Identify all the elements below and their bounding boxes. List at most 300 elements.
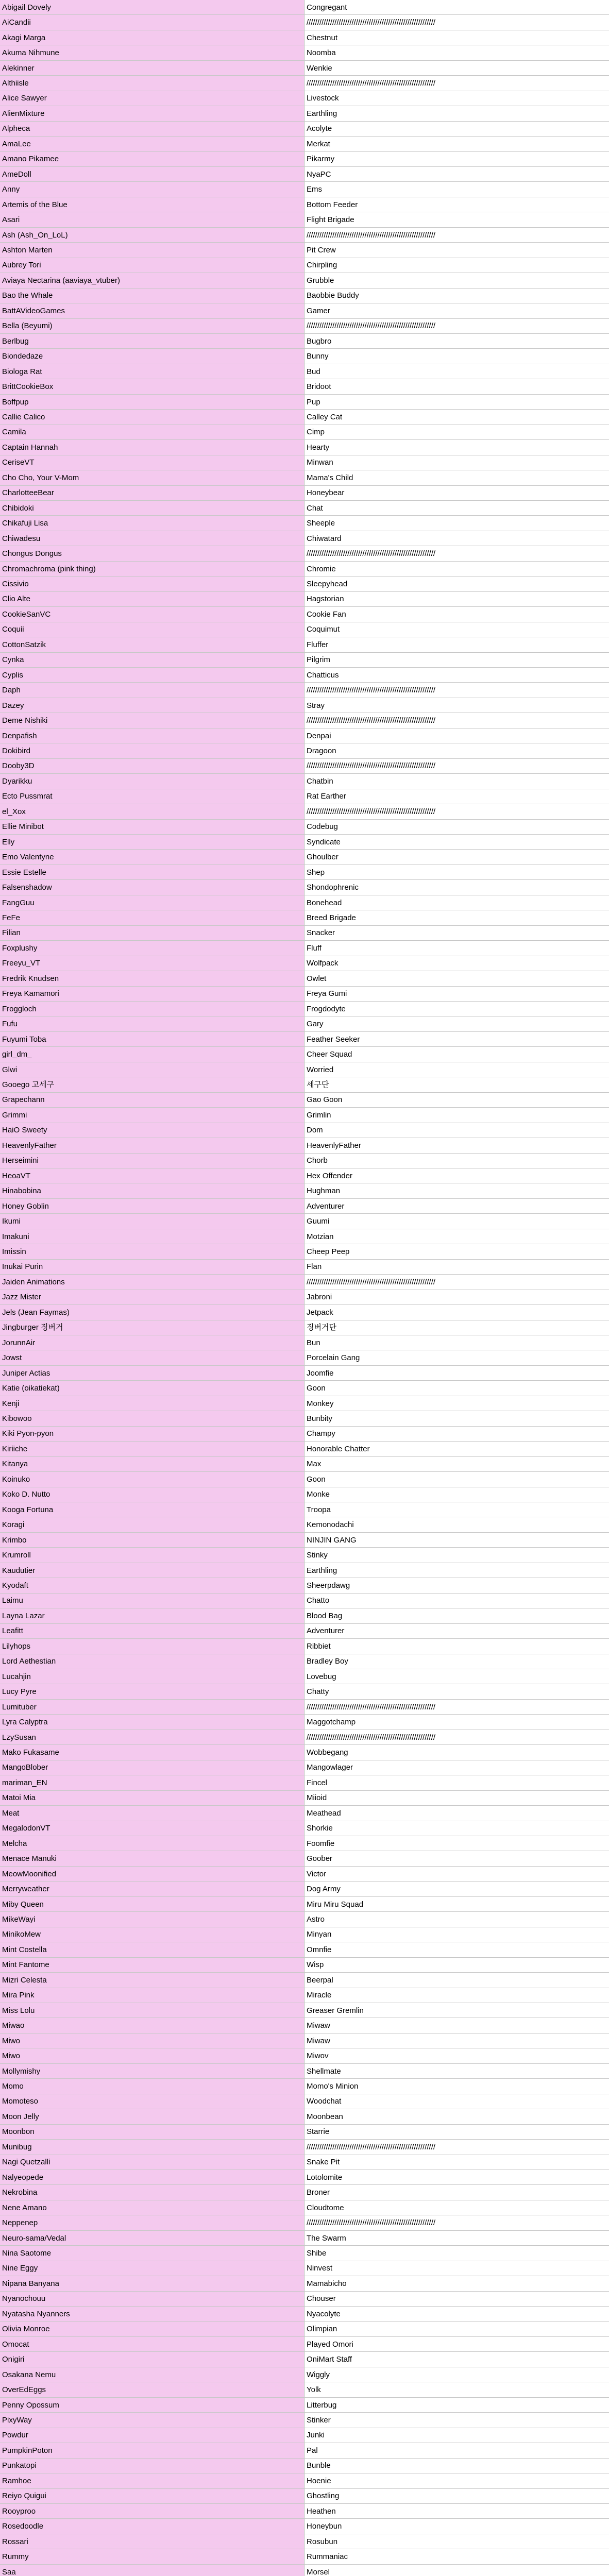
table-row	[0, 243, 609, 258]
creator-name-cell: Onigiri	[0, 2352, 304, 2366]
community-name-cell: Wolfpack	[304, 956, 609, 971]
creator-name-cell: Alice Sawyer	[0, 91, 304, 106]
table-row	[0, 137, 609, 151]
community-name-cell: ////////////////////////////////////////////////////////////	[304, 228, 609, 242]
table-row	[0, 349, 609, 364]
community-name-cell: Shondophrenic	[304, 880, 609, 894]
creator-name-cell: Fufu	[0, 1016, 304, 1031]
table-row	[0, 668, 609, 683]
creator-name-cell: Matoi Mia	[0, 1791, 304, 1805]
creator-name-cell: Kyodaft	[0, 1578, 304, 1592]
community-name-cell: Mama's Child	[304, 470, 609, 485]
table-row	[0, 228, 609, 243]
table-row	[0, 926, 609, 941]
community-name-cell: Monkey	[304, 1396, 609, 1411]
community-name-cell: Frogdodyte	[304, 1002, 609, 1016]
creator-name-cell: Powdur	[0, 2428, 304, 2443]
community-name-cell: Litterbug	[304, 2398, 609, 2412]
table-row	[0, 273, 609, 288]
creator-name-cell: Krimbo	[0, 1533, 304, 1547]
table-row	[0, 1366, 609, 1381]
creator-name-cell: Munibug	[0, 2140, 304, 2154]
table-row	[0, 2292, 609, 2307]
community-name-cell: Gary	[304, 1016, 609, 1031]
creator-name-cell: Nene Amano	[0, 2200, 304, 2215]
community-name-cell: ////////////////////////////////////////////////////////////	[304, 2140, 609, 2154]
table-row	[0, 577, 609, 591]
table-row	[0, 501, 609, 516]
table-row	[0, 2125, 609, 2140]
table-row	[0, 592, 609, 607]
community-name-cell: Woodchat	[304, 2094, 609, 2109]
community-name-cell: Earthling	[304, 106, 609, 121]
table-row	[0, 1836, 609, 1851]
community-name-cell: Dog Army	[304, 1882, 609, 1896]
table-row	[0, 2170, 609, 2185]
community-name-cell: Victor	[304, 1867, 609, 1881]
table-row	[0, 106, 609, 121]
community-name-cell: ////////////////////////////////////////////////////////////	[304, 1730, 609, 1744]
community-name-cell: Bridoot	[304, 379, 609, 394]
table-row	[0, 470, 609, 485]
community-name-cell: Chiwatard	[304, 531, 609, 546]
creator-name-cell: Mira Pink	[0, 1988, 304, 2003]
table-row	[0, 880, 609, 895]
community-name-cell: Pit Crew	[304, 243, 609, 257]
table-row	[0, 455, 609, 470]
table-row	[0, 1275, 609, 1290]
community-name-cell: Hughman	[304, 1183, 609, 1198]
community-name-cell: Fluff	[304, 941, 609, 955]
community-name-cell: Lotolomite	[304, 2170, 609, 2184]
table-row	[0, 2382, 609, 2397]
creator-name-cell: Nekrobina	[0, 2185, 304, 2199]
creator-name-cell: Falsenshadow	[0, 880, 304, 894]
community-name-cell: Miwov	[304, 2048, 609, 2063]
community-name-cell: Olimpian	[304, 2322, 609, 2336]
community-name-cell: Motzian	[304, 1229, 609, 1244]
table-row	[0, 835, 609, 850]
table-row	[0, 1867, 609, 1882]
creator-name-cell: Rummy	[0, 2549, 304, 2564]
community-name-cell: Bud	[304, 364, 609, 379]
creator-name-cell: Berlbug	[0, 334, 304, 348]
community-name-cell: Goon	[304, 1381, 609, 1395]
creator-name-cell: Koragi	[0, 1517, 304, 1532]
creator-name-cell: CookieSanVC	[0, 607, 304, 621]
table-row	[0, 1305, 609, 1320]
creator-name-cell: FeFe	[0, 910, 304, 925]
table-row	[0, 152, 609, 167]
creator-name-cell: HeavenlyFather	[0, 1138, 304, 1153]
community-name-cell: Stinky	[304, 1548, 609, 1562]
table-row	[0, 637, 609, 652]
table-row	[0, 1244, 609, 1259]
creator-name-cell: Kaudutier	[0, 1563, 304, 1578]
table-row	[0, 2185, 609, 2200]
creator-name-cell: Inukai Purin	[0, 1260, 304, 1274]
table-row	[0, 850, 609, 865]
table-row	[0, 486, 609, 501]
creator-name-cell: HeoaVT	[0, 1168, 304, 1183]
community-name-cell: Congregant	[304, 0, 609, 14]
table-row	[0, 1730, 609, 1745]
creator-name-cell: Dokibird	[0, 743, 304, 758]
creator-name-cell: Juniper Actias	[0, 1366, 304, 1380]
community-name-cell: ////////////////////////////////////////////////////////////	[304, 546, 609, 561]
community-name-cell: Shellmate	[304, 2064, 609, 2078]
table-row	[0, 2079, 609, 2094]
creator-name-cell: Akagi Marga	[0, 30, 304, 45]
table-row	[0, 698, 609, 713]
table-row	[0, 2276, 609, 2291]
community-name-cell: Junki	[304, 2428, 609, 2443]
creator-name-cell: Jazz Mister	[0, 1290, 304, 1304]
table-row	[0, 1062, 609, 1077]
table-row	[0, 1442, 609, 1456]
table-row	[0, 2246, 609, 2261]
creator-name-cell: Chiwadesu	[0, 531, 304, 546]
table-row	[0, 1533, 609, 1548]
creator-name-cell: Rossari	[0, 2534, 304, 2549]
table-row	[0, 1942, 609, 1957]
community-name-cell: Wobbegang	[304, 1745, 609, 1759]
creator-name-cell: Lucahjin	[0, 1669, 304, 1684]
creator-name-cell: BattAVideoGames	[0, 303, 304, 318]
community-name-cell: Pilgrim	[304, 653, 609, 667]
table-row	[0, 516, 609, 531]
community-name-cell: Denpai	[304, 728, 609, 743]
creator-name-cell: Menace Manuki	[0, 1851, 304, 1866]
community-name-cell: Greaser Gremlin	[304, 2003, 609, 2018]
creator-name-cell: Miwo	[0, 2033, 304, 2048]
community-name-cell: Hex Offender	[304, 1168, 609, 1183]
table-row	[0, 1002, 609, 1016]
creator-name-cell: AlienMixture	[0, 106, 304, 121]
community-name-cell: Stray	[304, 698, 609, 713]
creator-name-cell: Callie Calico	[0, 410, 304, 424]
creator-name-cell: CottonSatzik	[0, 637, 304, 652]
table-row	[0, 531, 609, 546]
table-row	[0, 2428, 609, 2443]
community-name-cell: Codebug	[304, 820, 609, 834]
table-row	[0, 1563, 609, 1578]
table-row	[0, 2398, 609, 2413]
community-name-cell: Cheer Squad	[304, 1047, 609, 1061]
community-name-cell: Ems	[304, 182, 609, 196]
table-row	[0, 1032, 609, 1047]
creator-name-cell: Ashton Marten	[0, 243, 304, 257]
creator-name-cell: girl_dm_	[0, 1047, 304, 1061]
community-name-cell: Bottom Feeder	[304, 197, 609, 212]
table-row	[0, 1608, 609, 1623]
creator-name-cell: Ecto Pussmrat	[0, 789, 304, 804]
community-name-cell: Sheeple	[304, 516, 609, 530]
table-row	[0, 410, 609, 425]
table-row	[0, 1806, 609, 1821]
creator-name-cell: Rooyproo	[0, 2504, 304, 2518]
table-row	[0, 1684, 609, 1699]
creator-name-cell: AmaLee	[0, 137, 304, 151]
creator-name-cell: Katie (oikatiekat)	[0, 1381, 304, 1395]
community-name-cell: Mangowlager	[304, 1760, 609, 1775]
community-name-cell: Morsel	[304, 2565, 609, 2576]
table-row	[0, 1138, 609, 1153]
table-row	[0, 820, 609, 835]
community-name-cell: Cheep Peep	[304, 1244, 609, 1259]
community-name-cell: Honorable Chatter	[304, 1442, 609, 1456]
creator-name-cell: Koko D. Nutto	[0, 1487, 304, 1502]
community-name-cell: Bunbity	[304, 1411, 609, 1426]
community-name-cell: Rummaniac	[304, 2549, 609, 2564]
table-row	[0, 2534, 609, 2549]
creator-name-cell: Imakuni	[0, 1229, 304, 1244]
creator-name-cell: Fredrik Knudsen	[0, 971, 304, 986]
table-row	[0, 2367, 609, 2382]
community-name-cell: Chat	[304, 501, 609, 515]
creator-name-cell: Alpheca	[0, 122, 304, 136]
community-name-cell: Shorkie	[304, 1821, 609, 1836]
creator-name-cell: Merryweather	[0, 1882, 304, 1896]
table-row	[0, 258, 609, 273]
community-name-cell: Livestock	[304, 91, 609, 106]
community-name-cell: ////////////////////////////////////////////////////////////	[304, 2215, 609, 2230]
table-row	[0, 1260, 609, 1275]
creator-name-cell: MegalodonVT	[0, 1821, 304, 1836]
community-name-cell: Flight Brigade	[304, 212, 609, 227]
table-row	[0, 865, 609, 880]
creator-name-cell: Captain Hannah	[0, 440, 304, 454]
table-row	[0, 2200, 609, 2215]
creator-name-cell: Artemis of the Blue	[0, 197, 304, 212]
community-name-cell: ////////////////////////////////////////////////////////////	[304, 759, 609, 773]
community-name-cell: Dragoon	[304, 743, 609, 758]
community-name-cell: Jabroni	[304, 1290, 609, 1304]
community-name-cell: Yolk	[304, 2382, 609, 2397]
creator-name-cell: Essie Estelle	[0, 865, 304, 879]
community-name-cell: Hoenie	[304, 2473, 609, 2488]
community-name-cell: The Swarm	[304, 2231, 609, 2245]
table-row	[0, 167, 609, 182]
creator-name-cell: FangGuu	[0, 895, 304, 910]
creator-name-cell: Osakana Nemu	[0, 2367, 304, 2382]
table-row	[0, 1897, 609, 1912]
table-row	[0, 2322, 609, 2337]
creator-name-cell: Momo	[0, 2079, 304, 2093]
creator-name-cell: Moon Jelly	[0, 2109, 304, 2124]
table-row	[0, 743, 609, 758]
creator-name-cell: MikeWayi	[0, 1912, 304, 1926]
community-name-cell: Snacker	[304, 926, 609, 940]
community-name-cell: Bradley Boy	[304, 1654, 609, 1669]
community-name-cell: Minwan	[304, 455, 609, 470]
table-row	[0, 1290, 609, 1305]
community-name-cell: Fluffer	[304, 637, 609, 652]
creator-name-cell: Lord Aethestian	[0, 1654, 304, 1669]
creator-name-cell: Kiriiche	[0, 1442, 304, 1456]
community-name-cell: Heathen	[304, 2504, 609, 2518]
table-row	[0, 1472, 609, 1487]
table-row	[0, 2261, 609, 2276]
table-row	[0, 1745, 609, 1760]
creator-name-cell: Olivia Monroe	[0, 2322, 304, 2336]
creator-name-cell: Kooga Fortuna	[0, 1502, 304, 1517]
community-name-cell: Stinker	[304, 2413, 609, 2427]
table-row	[0, 1093, 609, 1108]
creator-name-cell: Omocat	[0, 2337, 304, 2351]
community-name-cell: Mamabicho	[304, 2276, 609, 2291]
community-name-cell: Dom	[304, 1123, 609, 1138]
community-name-cell: Played Omori	[304, 2337, 609, 2351]
creator-name-cell: Freya Kamamori	[0, 987, 304, 1001]
creator-name-cell: Lucy Pyre	[0, 1684, 304, 1699]
community-name-cell: Hagstorian	[304, 592, 609, 606]
community-name-cell: Foomfie	[304, 1836, 609, 1851]
creator-name-cell: Freeyu_VT	[0, 956, 304, 971]
table-row	[0, 61, 609, 76]
community-name-cell: Max	[304, 1457, 609, 1471]
creator-name-cell: Nipana Banyana	[0, 2276, 304, 2291]
community-name-cell: Gamer	[304, 303, 609, 318]
table-row	[0, 2473, 609, 2488]
creator-name-cell: PixyWay	[0, 2413, 304, 2427]
table-row	[0, 1108, 609, 1123]
table-row	[0, 30, 609, 45]
community-name-cell: Troopa	[304, 1502, 609, 1517]
table-row	[0, 1411, 609, 1426]
community-name-cell: NINJIN GANG	[304, 1533, 609, 1547]
table-row	[0, 2565, 609, 2576]
creator-name-cell: Cynka	[0, 653, 304, 667]
table-row	[0, 45, 609, 60]
creator-name-cell: Biologa Rat	[0, 364, 304, 379]
table-row	[0, 2140, 609, 2155]
creator-name-cell: Camila	[0, 425, 304, 439]
creator-name-cell: HaiO Sweety	[0, 1123, 304, 1138]
community-name-cell: Worried	[304, 1062, 609, 1077]
table-row	[0, 622, 609, 637]
community-name-cell: Sleepyhead	[304, 577, 609, 591]
table-row	[0, 1214, 609, 1229]
community-name-cell: Ghostling	[304, 2489, 609, 2503]
creator-name-cell: Coquii	[0, 622, 304, 637]
creator-name-cell: Grimmi	[0, 1108, 304, 1122]
creator-name-cell: AiCandii	[0, 15, 304, 29]
creator-name-cell: Imissin	[0, 1244, 304, 1259]
table-row	[0, 182, 609, 197]
creator-name-cell: Deme Nishiki	[0, 713, 304, 727]
community-name-cell: Omnfie	[304, 1942, 609, 1957]
community-name-cell: ////////////////////////////////////////////////////////////	[304, 76, 609, 90]
table-row	[0, 2549, 609, 2564]
community-name-cell: Snake Pit	[304, 2155, 609, 2170]
creator-name-cell: Boffpup	[0, 395, 304, 409]
table-row	[0, 1973, 609, 1988]
table-row	[0, 2504, 609, 2519]
community-name-cell: Acolyte	[304, 122, 609, 136]
creator-name-cell: Grapechann	[0, 1093, 304, 1107]
community-name-cell: ////////////////////////////////////////////////////////////	[304, 683, 609, 697]
creator-name-cell: el_Xox	[0, 804, 304, 819]
community-name-cell: Honeybear	[304, 486, 609, 500]
table-row	[0, 941, 609, 956]
community-name-cell: Syndicate	[304, 835, 609, 849]
community-name-cell: Fincel	[304, 1775, 609, 1790]
table-row	[0, 1199, 609, 1214]
table-row	[0, 1487, 609, 1502]
table-row	[0, 425, 609, 440]
table-row	[0, 2459, 609, 2473]
table-row	[0, 2443, 609, 2458]
table-row	[0, 1624, 609, 1639]
table-row	[0, 1457, 609, 1472]
community-name-cell: Feather Seeker	[304, 1032, 609, 1046]
community-name-cell: Bugbro	[304, 334, 609, 348]
community-name-cell: Champy	[304, 1427, 609, 1441]
community-name-cell: Wiggly	[304, 2367, 609, 2382]
table-row	[0, 728, 609, 743]
table-row	[0, 2094, 609, 2109]
creator-name-cell: Leafitt	[0, 1624, 304, 1638]
community-name-cell: Grimlin	[304, 1108, 609, 1122]
community-name-cell: Sheerpdawg	[304, 1578, 609, 1592]
creator-name-cell: Abigail Dovely	[0, 0, 304, 14]
community-name-cell: Chouser	[304, 2292, 609, 2306]
table-row	[0, 303, 609, 318]
creator-name-cell: Fuyumi Toba	[0, 1032, 304, 1046]
table-row	[0, 1548, 609, 1563]
creator-name-cell: Dooby3D	[0, 759, 304, 773]
table-row	[0, 1958, 609, 1973]
creator-name-cell: Chromachroma (pink thing)	[0, 562, 304, 576]
community-name-cell: Goober	[304, 1851, 609, 1866]
table-row	[0, 1154, 609, 1168]
table-row	[0, 1427, 609, 1442]
creator-name-cell: Ramhoe	[0, 2473, 304, 2488]
creator-name-cell: MeowMoonified	[0, 1867, 304, 1881]
community-name-cell: Ribbiet	[304, 1639, 609, 1653]
creator-name-cell: Bella (Beyumi)	[0, 319, 304, 333]
creator-name-cell: Herseimini	[0, 1154, 304, 1168]
community-name-cell: Monke	[304, 1487, 609, 1502]
table-row	[0, 2018, 609, 2033]
creator-name-cell: Aviaya Nectarina (aaviaya_vtuber)	[0, 273, 304, 287]
community-name-cell: Adventurer	[304, 1199, 609, 1213]
table-row	[0, 1335, 609, 1350]
table-row	[0, 2307, 609, 2321]
creator-name-cell: BrittCookieBox	[0, 379, 304, 394]
community-name-cell: Maggotchamp	[304, 1715, 609, 1729]
creator-name-cell: Clio Alte	[0, 592, 304, 606]
creator-name-cell: MinikoMew	[0, 1927, 304, 1942]
community-name-cell: Shep	[304, 865, 609, 879]
community-name-cell: Astro	[304, 1912, 609, 1926]
community-name-cell: Pikarmy	[304, 152, 609, 166]
creator-name-cell: Reiyo Quigui	[0, 2489, 304, 2503]
table-row	[0, 2003, 609, 2018]
creator-name-cell: Chikafuji Lisa	[0, 516, 304, 530]
creator-name-cell: Biondedaze	[0, 349, 304, 363]
creator-name-cell: Denpafish	[0, 728, 304, 743]
table-row	[0, 1669, 609, 1684]
creator-name-cell: Althiisle	[0, 76, 304, 90]
table-row	[0, 1502, 609, 1517]
creator-name-cell: Saa	[0, 2565, 304, 2576]
creator-name-cell: Lumituber	[0, 1700, 304, 1714]
community-name-cell: Cloudtome	[304, 2200, 609, 2215]
creator-name-cell: OverEdEggs	[0, 2382, 304, 2397]
community-name-cell: Pal	[304, 2443, 609, 2458]
